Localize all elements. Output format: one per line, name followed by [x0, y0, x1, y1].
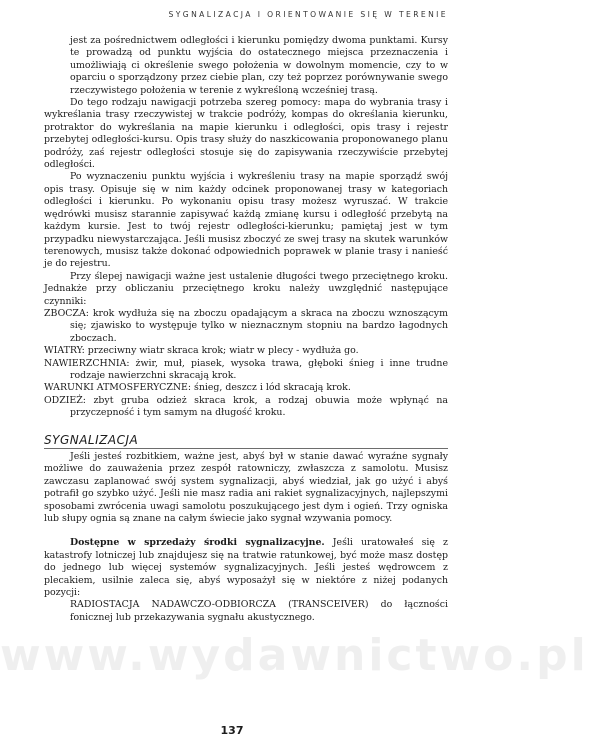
factor-slopes: ZBOCZA: krok wydłuża się na zboczu opadającym a skraca na zboczu wznoszącym się; zjawisko to występuje tylko w nieznacznym stopniu na bardzo łagodnych zboczach.: [44, 307, 448, 344]
blind-navigation-paragraph: Przy ślepej nawigacji ważne jest ustalenie długości twego przeciętnego kroku. Jednakże przy obliczaniu przeciętnego kroku należy uwzględnić następujące czynniki:: [44, 270, 448, 307]
page-number: 137: [220, 724, 244, 737]
available-means-lead: Dostępne w sprzedaży środki sygnalizacyjne.: [70, 537, 325, 549]
signaling-paragraph: Jeśli jesteś rozbitkiem, ważne jest, abyś był w stanie dawać wyraźne sygnały możliwe do zauważenia przez zespół ratowniczy, zwłaszcza z samolotu. Musisz zawczasu zaplanować swój system sygnalizacji, abyś wiedział, jak go użyć i abyś potrafił go szybko użyć. Jeśli nie masz radia ani rakiet sygnalizacyjnych, najlepszymi sposobami zwrócenia uwagi samolotu poszukującego jest dym i ogień. Trzy ogniska lub słupy ognia są znane na całym świecie jako sygnał wzywania pomocy.: [44, 451, 448, 525]
factor-weather: WARUNKI ATMOSFERYCZNE: śnieg, deszcz i lód skracają krok.: [44, 382, 351, 394]
intro-paragraph: jest za pośrednictwem odległości i kierunku pomiędzy dwoma punktami. Kursy te prowadzą od punktu wyjścia do ostatecznego miejsca przeznaczenia i umożliwiają ci określenie swego położenia w dowolnym momencie, czy to w oparciu o sporządzony przez ciebie plan, czy też poprzez porównywanie swego rzeczywistego położenia w terenie z wykreśloną wcześniej trasą.: [70, 35, 448, 96]
navigation-aids-paragraph: Do tego rodzaju nawigacji potrzeba szereg pomocy: mapa do wybrania trasy i wykreślania trasy rzeczywistej w trakcie podróży, kompas do określania kierunku, protraktor do wykreślania na mapie kierunku i odległości, opis trasy i rejestr przebytej odległości-kursu. Opis trasy służy do naszkicowania proponowanego planu podróży, zaś rejestr odległości stosuje się do zapisywania rzeczywiście przebytej odległości.: [44, 97, 448, 171]
factor-winds: WIATRY: przeciwny wiatr skraca krok; wiatr w plecy - wydłuża go.: [44, 345, 359, 357]
section-heading-signaling: SYGNALIZACJA: [44, 434, 448, 449]
watermark: www.wydawnictwo.pl: [0, 630, 589, 681]
running-header: SYGNALIZACJA I ORIENTOWANIE SIĘ W TERENIE: [168, 10, 448, 19]
factor-list: [44, 308, 448, 420]
spacer: [44, 420, 448, 432]
route-description-paragraph: Po wyznaczeniu punktu wyjścia i wykreśleniu trasy na mapie sporządź swój opis trasy. Opisuje się w nim każdy odcinek proponowanej trasy w kategoriach odległości i kierunku. Po wykonaniu opisu trasy możesz wyruszać. W trakcie wędrówki musisz starannie zapisywać każdą zmianę kursu i odległość przebytą na każdym kursie. Jest to twój rejestr odległości-kierunku; pamiętaj jest w tym przypadku niewystarczająca. Jeśli musisz zboczyć ze swej trasy na skutek warunków terenowych, musisz także dokonać odpowiednich poprawek w planie trasy i nanieść je do rejestru.: [44, 171, 448, 270]
available-means-text: Jeśli uratowałeś się z katastrofy lotniczej lub znajdujesz się na tratwie ratunkowej, być może masz dostęp do jednego lub więcej systemów sygnalizacyjnych. Jeśli jesteś wędrowcem z plecakiem, usilnie zaleca się, abyś wyposażył się w niektóre z niżej podanych pozycji:: [44, 537, 448, 599]
factor-surface: NAWIERZCHNIA: żwir, muł, piasek, wysoka trawa, głęboki śnieg i inne trudne rodzaje nawierzchni skracają krok.: [44, 357, 448, 381]
factor-clothing: ODZIEŻ: zbyt gruba odzież skraca krok, a rodzaj obuwia może wpłynąć na przyczepność i tym samym na długość kroku.: [44, 394, 448, 419]
available-means-paragraph: [44, 537, 448, 599]
page-body: [44, 35, 448, 624]
spacer: [44, 525, 448, 537]
radio-item: RADIOSTACJA NADAWCZO-ODBIORCZA (TRANSCEIVER) do łączności fonicznej lub przekazywania sygnału akustycznego.: [70, 599, 448, 623]
